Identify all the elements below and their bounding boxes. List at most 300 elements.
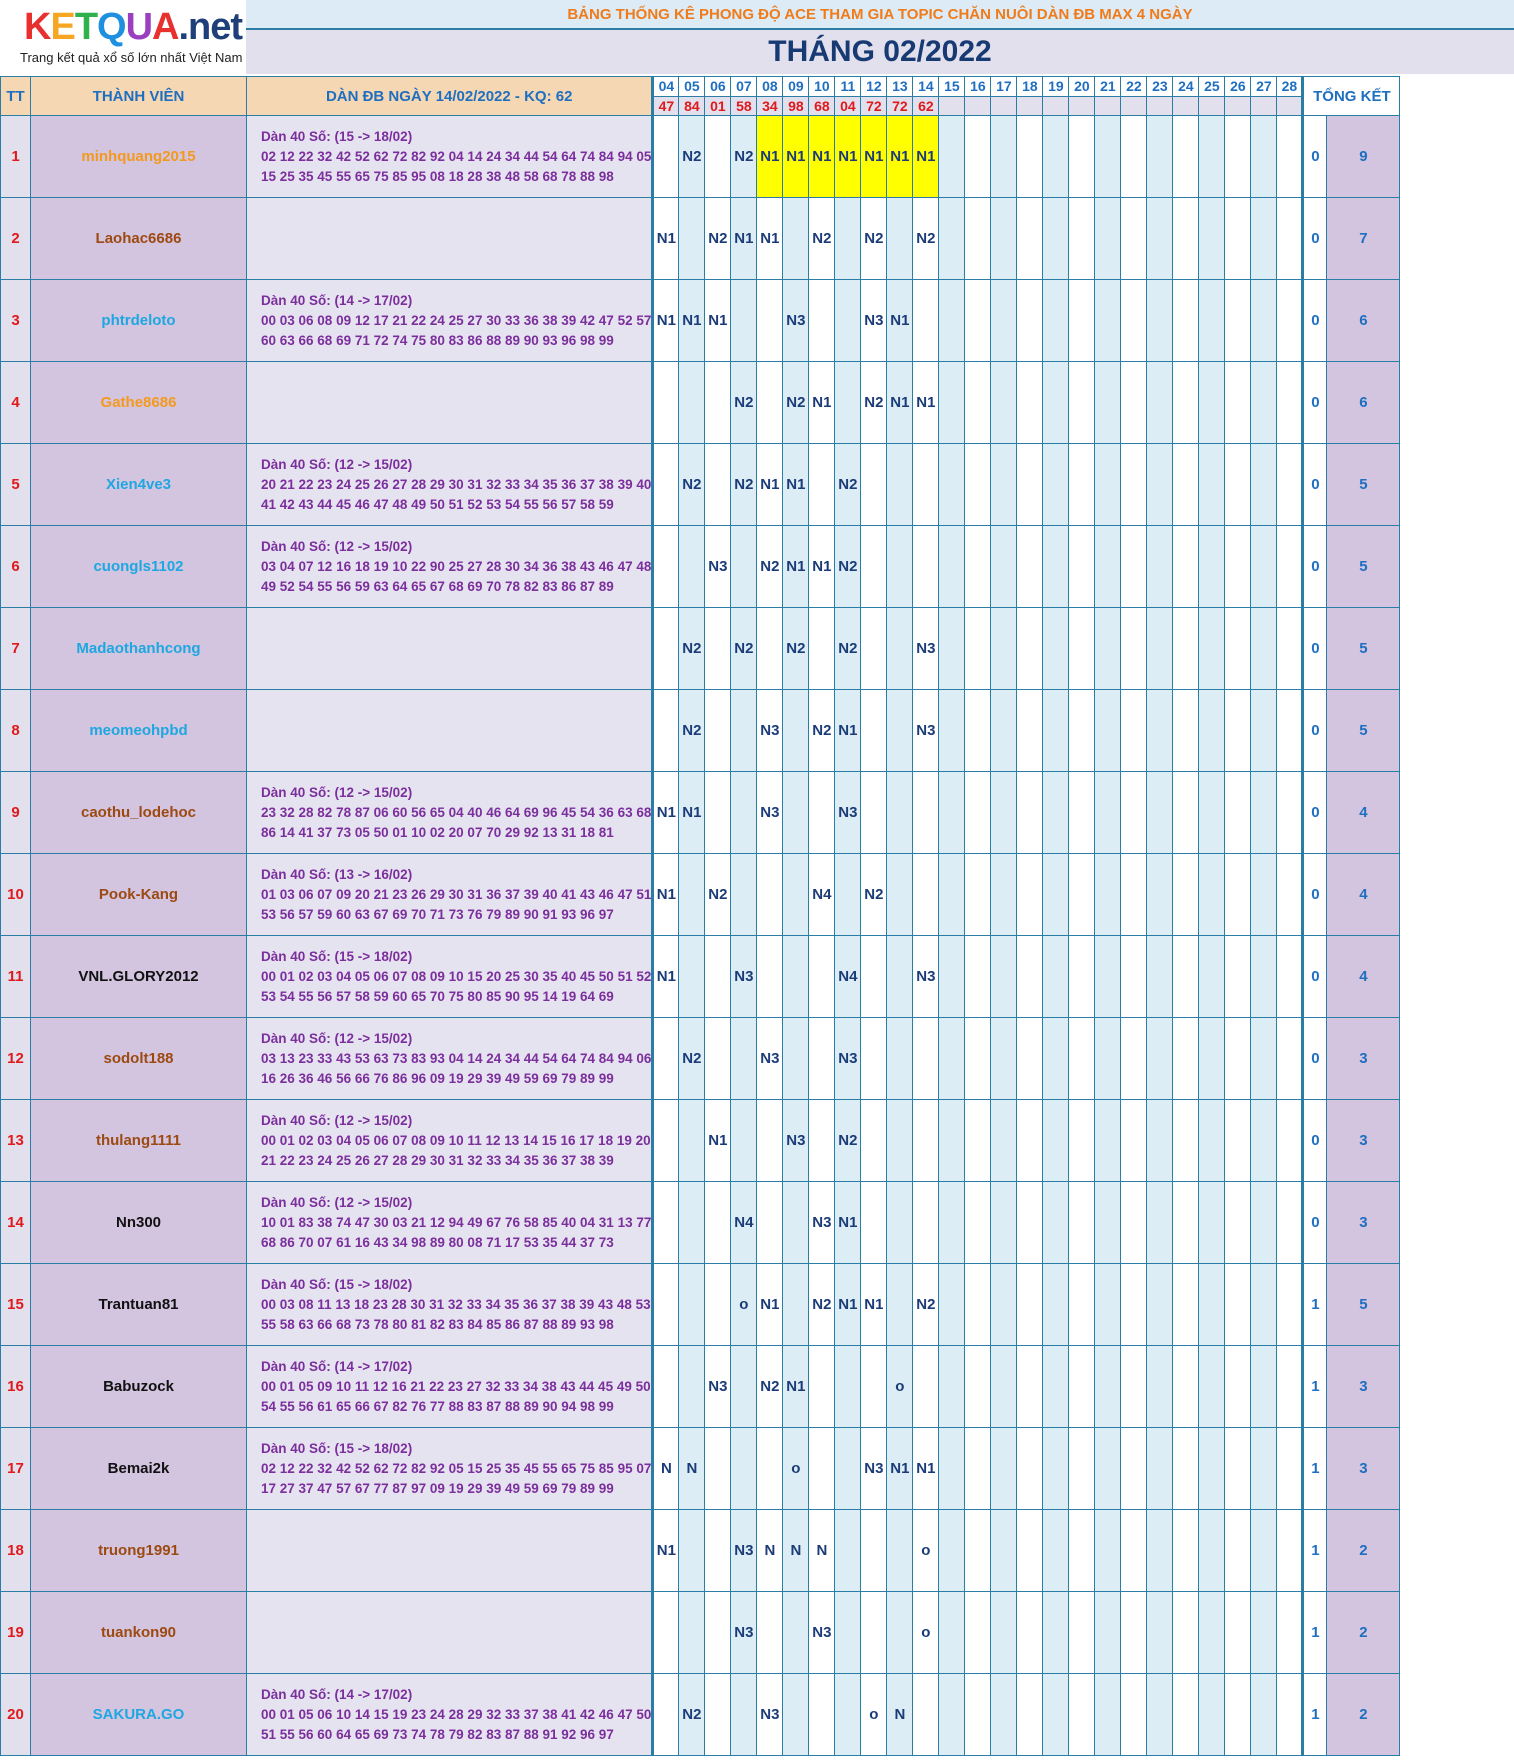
day-mark	[1043, 1182, 1069, 1264]
day-mark	[887, 1182, 913, 1264]
day-mark	[1199, 1264, 1225, 1346]
day-mark: N1	[835, 1182, 861, 1264]
day-mark	[783, 1018, 809, 1100]
win-count: 1	[1303, 1428, 1327, 1510]
day-mark	[1199, 1592, 1225, 1674]
day-mark	[705, 608, 731, 690]
dan-line	[261, 1643, 651, 1663]
day-mark: N3	[757, 772, 783, 854]
day-mark	[1147, 936, 1173, 1018]
day-mark	[705, 1674, 731, 1756]
member-name[interactable]: thulang1111	[31, 1100, 247, 1182]
day-mark	[991, 772, 1017, 854]
day-mark	[757, 362, 783, 444]
day-mark	[1147, 608, 1173, 690]
day-header: 14	[913, 77, 939, 97]
day-mark	[1121, 1674, 1147, 1756]
day-mark	[1043, 1100, 1069, 1182]
day-mark	[1095, 854, 1121, 936]
day-mark	[705, 1182, 731, 1264]
day-mark	[1199, 198, 1225, 280]
day-mark: N3	[835, 1018, 861, 1100]
day-result	[1121, 96, 1147, 116]
day-mark: N3	[731, 936, 757, 1018]
day-mark	[757, 1428, 783, 1510]
day-mark	[1121, 1346, 1147, 1428]
member-name[interactable]: meomeohpbd	[31, 690, 247, 772]
day-mark: N3	[731, 1510, 757, 1592]
day-mark	[653, 444, 679, 526]
day-header: 24	[1173, 77, 1199, 97]
member-name[interactable]: caothu_lodehoc	[31, 772, 247, 854]
day-mark	[1017, 608, 1043, 690]
day-mark	[1017, 690, 1043, 772]
day-mark	[939, 1346, 965, 1428]
day-mark	[1225, 1018, 1251, 1100]
dan-line: 41 42 43 44 45 46 47 48 49 50 51 52 53 54 55 56 57 58 59	[261, 496, 614, 512]
day-mark	[1043, 116, 1069, 198]
day-header: 08	[757, 77, 783, 97]
day-mark: N3	[783, 1100, 809, 1182]
day-mark	[991, 854, 1017, 936]
day-mark	[1147, 362, 1173, 444]
day-mark: N1	[731, 198, 757, 280]
day-mark	[1277, 1100, 1303, 1182]
day-mark	[1121, 608, 1147, 690]
day-mark	[1277, 362, 1303, 444]
day-mark	[757, 280, 783, 362]
day-header: 09	[783, 77, 809, 97]
day-result: 04	[835, 96, 861, 116]
day-mark	[1199, 690, 1225, 772]
day-mark	[913, 1674, 939, 1756]
day-mark: N3	[757, 690, 783, 772]
day-mark	[835, 1510, 861, 1592]
day-mark	[1043, 1510, 1069, 1592]
dan-line: 23 32 28 82 78 87 06 60 56 65 04 40 46 64 69 96 45 54 36 63 68	[261, 804, 652, 820]
row-index: 10	[1, 854, 31, 936]
day-mark	[1147, 1018, 1173, 1100]
day-mark	[1121, 526, 1147, 608]
day-mark	[653, 1018, 679, 1100]
table-row	[1, 1428, 1400, 1510]
member-name[interactable]: cuongls1102	[31, 526, 247, 608]
day-mark	[965, 1346, 991, 1428]
logo[interactable]	[0, 0, 244, 78]
day-mark	[1225, 1510, 1251, 1592]
day-mark	[757, 1100, 783, 1182]
day-mark	[1251, 1182, 1277, 1264]
logo-letter: K	[24, 6, 51, 48]
logo-letter: U	[125, 6, 153, 48]
dan-title: Dàn 40 Số: (14 -> 17/02)	[261, 1686, 413, 1702]
day-mark	[991, 198, 1017, 280]
day-mark: o	[731, 1264, 757, 1346]
member-name[interactable]: phtrdeloto	[31, 280, 247, 362]
day-mark	[653, 1674, 679, 1756]
day-mark: N2	[809, 1264, 835, 1346]
day-mark	[1121, 1100, 1147, 1182]
day-mark	[965, 772, 991, 854]
table-row	[1, 1018, 1400, 1100]
row-index: 14	[1, 1182, 31, 1264]
day-mark: N1	[809, 526, 835, 608]
day-mark	[1251, 1592, 1277, 1674]
logo-letter: E	[50, 6, 75, 48]
day-mark	[1173, 444, 1199, 526]
day-mark: N	[679, 1428, 705, 1510]
member-name[interactable]: Gathe8686	[31, 362, 247, 444]
day-mark	[1225, 1264, 1251, 1346]
logo-letter: T	[74, 6, 98, 48]
day-mark	[1017, 1018, 1043, 1100]
dan-line: 01 03 06 07 09 20 21 23 26 29 30 31 36 37 39 40 41 43 46 47 51	[261, 886, 652, 902]
day-header: 15	[939, 77, 965, 97]
day-mark	[861, 690, 887, 772]
day-mark	[913, 1346, 939, 1428]
day-result	[1043, 96, 1069, 116]
day-mark	[1251, 936, 1277, 1018]
day-mark	[809, 444, 835, 526]
day-mark: N4	[835, 936, 861, 1018]
win-count: 0	[1303, 608, 1327, 690]
win-count: 1	[1303, 1346, 1327, 1428]
day-header: 11	[835, 77, 861, 97]
day-mark: o	[913, 1592, 939, 1674]
day-header: 10	[809, 77, 835, 97]
day-mark	[1069, 936, 1095, 1018]
day-header: 04	[653, 77, 679, 97]
day-mark: N1	[783, 444, 809, 526]
day-mark	[1017, 1510, 1043, 1592]
dan-title	[261, 1521, 651, 1541]
day-result: 68	[809, 96, 835, 116]
member-name[interactable]: VNL.GLORY2012	[31, 936, 247, 1018]
day-mark: o	[783, 1428, 809, 1510]
day-mark	[679, 1264, 705, 1346]
day-mark	[1225, 772, 1251, 854]
day-mark: N2	[679, 1674, 705, 1756]
day-mark	[809, 1018, 835, 1100]
day-mark	[1277, 772, 1303, 854]
day-mark	[1043, 280, 1069, 362]
day-mark	[757, 854, 783, 936]
table-row	[1, 1674, 1400, 1756]
day-mark	[1017, 936, 1043, 1018]
day-mark	[1017, 1100, 1043, 1182]
day-result	[939, 96, 965, 116]
day-mark	[1173, 1264, 1199, 1346]
day-mark	[913, 444, 939, 526]
day-header: 12	[861, 77, 887, 97]
day-mark	[1147, 1510, 1173, 1592]
dan-title	[261, 619, 651, 639]
logo-tagline: Trang kết quả xổ số lớn nhất Việt Nam	[20, 50, 243, 65]
day-mark	[939, 444, 965, 526]
day-mark	[809, 772, 835, 854]
dan-line	[261, 659, 651, 679]
day-mark	[1043, 936, 1069, 1018]
day-mark	[1095, 116, 1121, 198]
member-name[interactable]: Trantuan81	[31, 1264, 247, 1346]
day-mark	[1069, 1182, 1095, 1264]
dan-line	[261, 249, 651, 269]
day-mark: N1	[679, 280, 705, 362]
day-mark	[965, 1018, 991, 1100]
dan-line: 55 58 63 66 68 73 78 80 81 82 83 84 85 86 87 88 89 93 98	[261, 1316, 614, 1332]
day-mark	[653, 526, 679, 608]
day-mark: N1	[887, 280, 913, 362]
day-mark	[1121, 936, 1147, 1018]
day-header: 19	[1043, 77, 1069, 97]
day-mark	[679, 362, 705, 444]
day-mark	[1277, 1428, 1303, 1510]
day-mark	[653, 608, 679, 690]
dan-title: Dàn 40 Số: (12 -> 15/02)	[261, 784, 413, 800]
member-name[interactable]: tuankon90	[31, 1592, 247, 1674]
day-mark	[965, 1592, 991, 1674]
dan-line: 15 25 35 45 55 65 75 85 95 08 18 28 38 48 58 68 78 88 98	[261, 168, 614, 184]
day-mark	[1069, 608, 1095, 690]
day-mark	[783, 1264, 809, 1346]
day-mark	[679, 526, 705, 608]
day-mark	[679, 198, 705, 280]
win-count: 0	[1303, 526, 1327, 608]
day-header: 17	[991, 77, 1017, 97]
day-mark	[1017, 1674, 1043, 1756]
day-mark	[1121, 1592, 1147, 1674]
day-mark	[965, 116, 991, 198]
day-mark: N2	[783, 608, 809, 690]
day-mark	[887, 1100, 913, 1182]
day-result	[1069, 96, 1095, 116]
day-mark	[1069, 690, 1095, 772]
day-result: 58	[731, 96, 757, 116]
day-mark	[861, 1592, 887, 1674]
total-count: 5	[1327, 608, 1400, 690]
day-result	[1251, 96, 1277, 116]
day-mark	[1277, 1346, 1303, 1428]
day-mark	[1069, 444, 1095, 526]
day-mark: N4	[809, 854, 835, 936]
member-name[interactable]: truong1991	[31, 1510, 247, 1592]
day-mark	[1095, 1264, 1121, 1346]
total-count: 3	[1327, 1018, 1400, 1100]
day-mark	[1043, 854, 1069, 936]
day-result	[1199, 96, 1225, 116]
day-mark	[1043, 198, 1069, 280]
day-mark	[1095, 690, 1121, 772]
member-name[interactable]: SAKURA.GO	[31, 1674, 247, 1756]
day-mark	[783, 198, 809, 280]
member-name[interactable]: minhquang2015	[31, 116, 247, 198]
day-mark: N3	[861, 1428, 887, 1510]
day-mark	[1251, 362, 1277, 444]
member-name[interactable]: Xien4ve3	[31, 444, 247, 526]
day-mark	[1173, 198, 1199, 280]
day-header: 27	[1251, 77, 1277, 97]
day-mark	[1043, 1264, 1069, 1346]
day-mark	[783, 1674, 809, 1756]
day-mark: N2	[679, 1018, 705, 1100]
day-mark	[1199, 1182, 1225, 1264]
logo-letter: Q	[97, 6, 126, 48]
day-mark	[1251, 1100, 1277, 1182]
row-index: 6	[1, 526, 31, 608]
day-mark	[1251, 1264, 1277, 1346]
day-result: 84	[679, 96, 705, 116]
day-mark	[757, 1592, 783, 1674]
day-mark	[1095, 1510, 1121, 1592]
day-header: 22	[1121, 77, 1147, 97]
day-mark	[1173, 608, 1199, 690]
day-mark	[1147, 1428, 1173, 1510]
day-mark: N3	[757, 1674, 783, 1756]
day-mark	[1225, 198, 1251, 280]
day-mark	[1277, 198, 1303, 280]
total-count: 9	[1327, 116, 1400, 198]
day-mark	[1251, 1510, 1277, 1592]
day-mark	[835, 1428, 861, 1510]
sheet-title: BẢNG THỐNG KÊ PHONG ĐỘ ACE THAM GIA TOPIC CHĂN NUÔI DÀN ĐB MAX 4 NGÀY	[246, 0, 1514, 30]
day-mark: N2	[679, 608, 705, 690]
day-mark: N3	[705, 1346, 731, 1428]
member-name[interactable]: Nn300	[31, 1182, 247, 1264]
day-mark: N1	[835, 1264, 861, 1346]
day-mark	[705, 116, 731, 198]
day-mark	[1147, 444, 1173, 526]
dan-numbers	[247, 198, 653, 280]
day-mark	[1251, 198, 1277, 280]
day-mark	[991, 362, 1017, 444]
day-mark: N2	[679, 444, 705, 526]
day-mark	[1225, 854, 1251, 936]
logo-suffix: .net	[178, 6, 243, 48]
dan-line: 00 01 02 03 04 05 06 07 08 09 10 11 12 13 14 15 16 17 18 19 20	[261, 1132, 651, 1148]
day-mark	[705, 690, 731, 772]
day-mark	[835, 1346, 861, 1428]
day-mark	[1043, 608, 1069, 690]
row-index: 16	[1, 1346, 31, 1428]
day-mark: N2	[731, 116, 757, 198]
day-mark	[1251, 1018, 1277, 1100]
day-mark	[835, 1592, 861, 1674]
day-mark	[991, 1674, 1017, 1756]
day-result: 62	[913, 96, 939, 116]
day-mark	[809, 608, 835, 690]
day-mark: N2	[913, 1264, 939, 1346]
total-count: 5	[1327, 444, 1400, 526]
day-mark	[1277, 854, 1303, 936]
day-mark	[1043, 526, 1069, 608]
win-count: 0	[1303, 444, 1327, 526]
member-name[interactable]: Babuzock	[31, 1346, 247, 1428]
day-mark: N3	[861, 280, 887, 362]
dan-title: Dàn 40 Số: (15 -> 18/02)	[261, 128, 413, 144]
day-mark	[1277, 690, 1303, 772]
day-mark	[1251, 608, 1277, 690]
day-mark	[1095, 1100, 1121, 1182]
day-mark: N2	[705, 198, 731, 280]
win-count: 1	[1303, 1510, 1327, 1592]
day-mark: N1	[653, 936, 679, 1018]
day-mark	[913, 854, 939, 936]
row-index: 7	[1, 608, 31, 690]
day-mark	[1043, 772, 1069, 854]
day-mark	[1043, 690, 1069, 772]
day-mark: N	[757, 1510, 783, 1592]
day-mark	[965, 1182, 991, 1264]
day-mark	[913, 526, 939, 608]
day-mark	[1095, 772, 1121, 854]
day-mark	[1277, 526, 1303, 608]
day-mark	[939, 608, 965, 690]
day-mark	[835, 854, 861, 936]
day-mark	[1017, 854, 1043, 936]
day-mark	[939, 1018, 965, 1100]
win-count: 0	[1303, 690, 1327, 772]
day-mark	[1251, 1674, 1277, 1756]
day-mark	[965, 608, 991, 690]
day-mark	[965, 1264, 991, 1346]
day-result: 72	[887, 96, 913, 116]
day-mark	[1147, 116, 1173, 198]
day-mark	[1069, 854, 1095, 936]
dan-numbers	[247, 1592, 653, 1674]
day-mark	[965, 1510, 991, 1592]
day-mark	[939, 854, 965, 936]
day-mark	[861, 1346, 887, 1428]
day-mark: N	[809, 1510, 835, 1592]
member-name[interactable]: Pook-Kang	[31, 854, 247, 936]
day-mark	[1225, 608, 1251, 690]
day-mark	[1199, 936, 1225, 1018]
day-mark	[1225, 444, 1251, 526]
row-index: 11	[1, 936, 31, 1018]
day-mark	[1095, 280, 1121, 362]
member-name[interactable]: Bemai2k	[31, 1428, 247, 1510]
table-row	[1, 1264, 1400, 1346]
day-mark	[1069, 526, 1095, 608]
day-mark	[1173, 362, 1199, 444]
day-mark	[731, 854, 757, 936]
dan-numbers	[247, 1510, 653, 1592]
day-mark	[705, 1428, 731, 1510]
day-mark	[965, 198, 991, 280]
member-name[interactable]: sodolt188	[31, 1018, 247, 1100]
dan-line	[261, 1561, 651, 1581]
day-mark	[731, 280, 757, 362]
day-mark	[1277, 1018, 1303, 1100]
dan-line: 02 12 22 32 42 52 62 72 82 92 04 14 24 34 44 54 64 74 84 94 05	[261, 148, 652, 164]
win-count: 0	[1303, 1018, 1327, 1100]
day-result	[1173, 96, 1199, 116]
dan-numbers	[247, 116, 653, 198]
day-mark	[1225, 280, 1251, 362]
dan-line: 03 13 23 33 43 53 63 73 83 93 04 14 24 34 44 54 64 74 84 94 06	[261, 1050, 652, 1066]
day-mark	[861, 936, 887, 1018]
dan-numbers	[247, 444, 653, 526]
day-header: 25	[1199, 77, 1225, 97]
day-mark	[1043, 1674, 1069, 1756]
day-mark	[1277, 1510, 1303, 1592]
member-name[interactable]: Laohac6686	[31, 198, 247, 280]
day-mark	[1017, 1592, 1043, 1674]
dan-numbers	[247, 1182, 653, 1264]
member-name[interactable]: Madaothanhcong	[31, 608, 247, 690]
day-mark	[861, 1182, 887, 1264]
day-mark	[731, 1428, 757, 1510]
